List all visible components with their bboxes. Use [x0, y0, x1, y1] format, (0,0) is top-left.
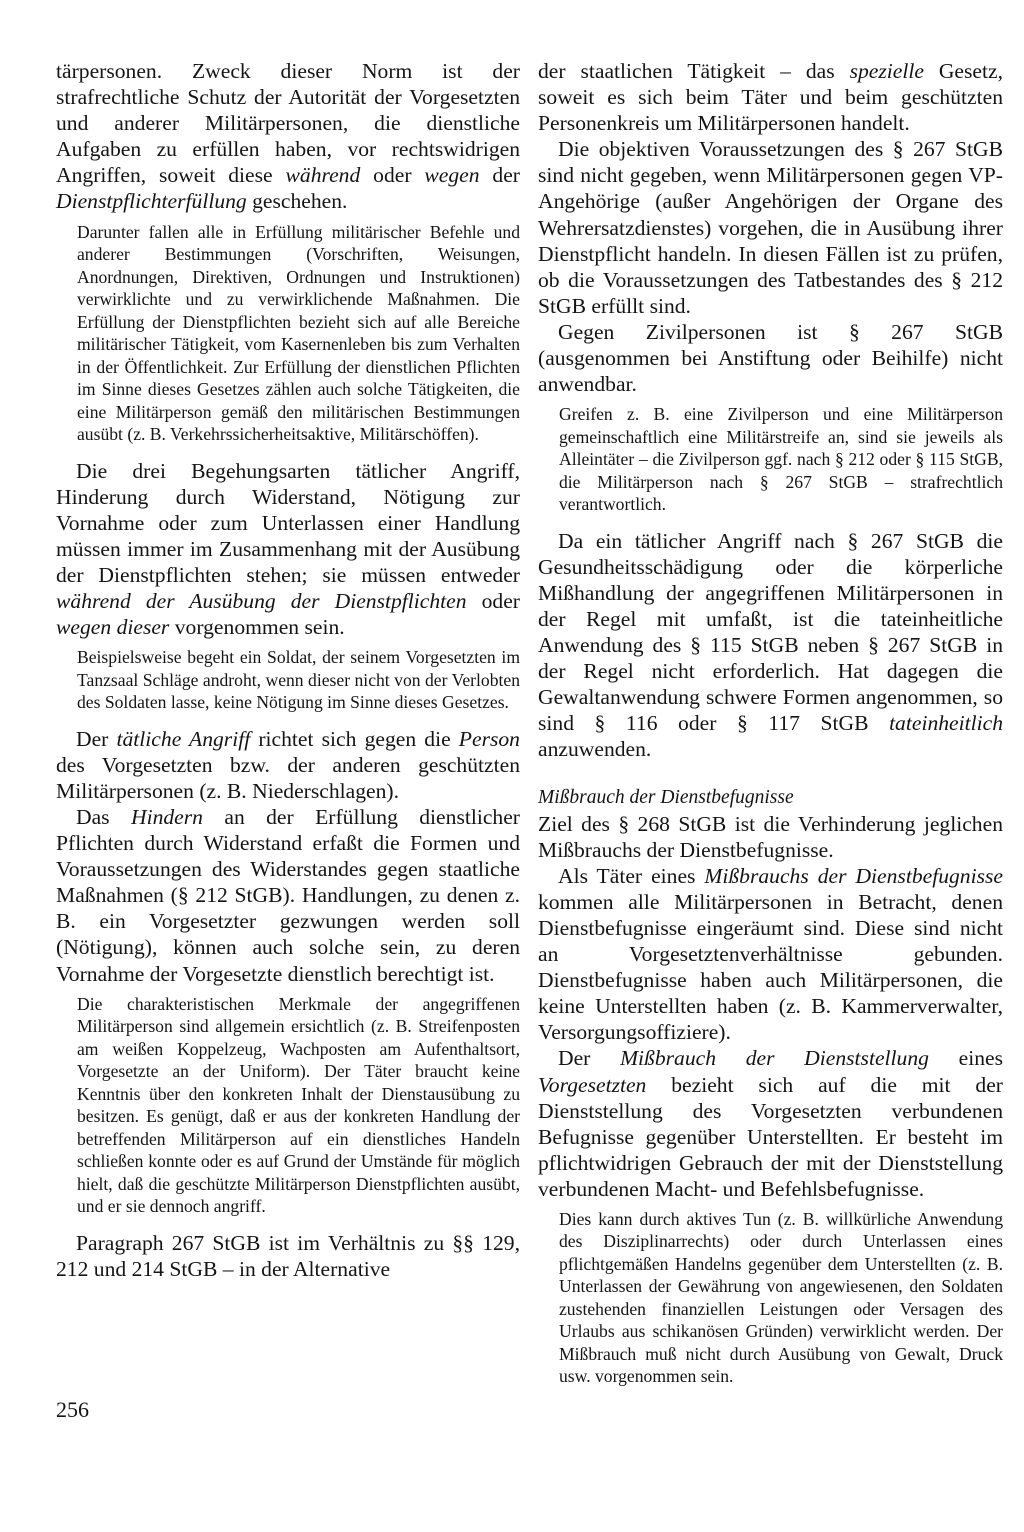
paragraph [538, 58, 1003, 136]
paragraph [538, 528, 1003, 763]
text-run: anzuwenden. [538, 737, 652, 762]
emphasis: tätliche Angriff [116, 726, 251, 751]
emphasis: Vorgesetzten [538, 1072, 647, 1097]
page-number: 256 [56, 1397, 89, 1422]
example-note: Greifen z. B. eine Zivilperson und eine Militärperson gemeinschaftlich eine Militärstreife an, sind sie jeweils als Alleintäter – die Zivilperson ggf. nach § 212 oder § 115 StGB, die Militärperson nach § 267 StGB – strafrechtlich verantwortlich. [559, 404, 1003, 515]
emphasis: wegen [424, 163, 480, 188]
emphasis: Hindern [130, 805, 203, 829]
paragraph: Gegen Zivilpersonen ist § 267 StGB (ausgenommen bei Anstiftung oder Beihilfe) nicht anwendbar. [538, 319, 1003, 397]
emphasis: Mißbrauchs der Dienstbefugnisse [704, 863, 1003, 888]
emphasis: während [285, 163, 361, 188]
example-note: Beispielsweise begeht ein Soldat, der seinem Vorgesetzten im Tanzsaal Schläge androht, wenn dieser nicht von der Verlobten des Soldaten lasse, keine Nötigung im Sinne dieses Gesetzes. [77, 647, 520, 713]
example-note: Darunter fallen alle in Erfüllung militärischer Befehle und anderer Bestimmungen (Vorschriften, Weisungen, Anordnungen, Direktiven, Ordnungen und Instruktionen) verwirklichte und zu verwirklichende Maßnahmen. Die Erfüllung der Dienstpflichten bezieht sich auf alle Bereiche militärischer Tätigkeit, vom Kasernenleben bis zum Verhalten in der Öffentlichkeit. Zur Erfüllung der dienstlichen Pflichten im Sinne dieses Gesetzes zählen auch solche Tätigkeiten, die eine Militärperson gemäß den militärischen Bestimmungen ausübt (z. B. Verkehrssicherheitsaktive, Militärschöffen). [77, 221, 520, 445]
paragraph [538, 1045, 1003, 1202]
text-run: geschehen. [246, 189, 348, 214]
emphasis: wegen dieser [56, 615, 170, 640]
paragraph: Die objektiven Voraussetzungen des § 267 StGB sind nicht gegeben, wenn Militärpersonen gegen VP-Angehörige (außer Angehörigen der Organe des Wehrersatzdienstes) vorgehen, die in Ausübung ihrer Dienstpflicht handeln. In diesen Fällen ist zu prüfen, ob die Voraussetzungen des Tatbestandes des § 212 StGB erfüllt sind. [538, 137, 1003, 318]
emphasis: Mißbrauch der Dienststellung [620, 1046, 929, 1071]
paragraph [56, 804, 520, 987]
text-run: Als Täter eines [558, 863, 705, 888]
paragraph [56, 458, 520, 641]
emphasis: Person [458, 726, 520, 751]
paragraph: Paragraph 267 StGB ist im Verhältnis zu §§ 129, 212 und 214 StGB – in der Alternative [56, 1230, 520, 1281]
text-run: richtet sich gegen die [250, 726, 459, 751]
example-note: Dies kann durch aktives Tun (z. B. willkürliche Anwendung des Disziplinarrechts) oder durch Unterlassen eines pflichtgemäßen Handelns gegenüber dem Unterstellten (z. B. Unterlassen der Gewährung von angewiesenen, den Soldaten zustehenden finanziellen Leistungen oder Versagen des Urlaubs aus schikanösen Gründen) verwirklicht werden. Der Mißbrauch muß nicht durch Ausübung von Gewalt, Druck usw. vorgenommen sein. [559, 1208, 1003, 1387]
text-run: eines [928, 1046, 1003, 1071]
text-run: tärpersonen. Zweck dieser Norm ist der strafrechtliche Schutz der Autorität der Vorgesetzten und anderer Militärpersonen, die dienstliche Aufgaben zu erfüllen haben, vor rechtswidrigen Angriffen, soweit diese [56, 59, 520, 188]
text-run: Da ein tätlicher Angriff nach § 267 StGB die Gesundheitsschädigung oder die körperliche Mißhandlung der angegriffenen Militärpersonen in der Regel mit umfaßt, ist die tateinheitliche Anwendung des § 115 StGB neben § 267 StGB in der Regel nicht erforderlich. Hat dagegen die Gewaltanwendung schwere Formen angenommen, so sind § 116 oder § 117 StGB [538, 528, 1003, 736]
left-column [56, 58, 520, 1282]
text-run: an der Erfüllung dienstlicher Pflichten durch Widerstand erfaßt die Formen und Voraussetzungen des Widerstandes gegen staatliche Maßnahmen (§ 212 StGB). Handlungen, zu denen z. B. ein Vorgesetzter gezwungen werden soll (Nötigung), können auch solche sein, zu deren Vornahme der Vorgesetzte dienstlich berechtigt ist. [56, 805, 520, 986]
emphasis: tateinheitlich [889, 711, 1003, 736]
paragraph [538, 863, 1003, 1046]
emphasis: spezielle [849, 59, 924, 83]
text-run: kommen alle Militärpersonen in Betracht, denen Dienstbefugnisse eingeräumt sind. Diese sind nicht an Vorgesetztenverhältnisse gebunden. Dienstbefugnisse haben auch Militärpersonen, die keine Unterstellten haben (z. B. Kammerverwalter, Versorgungsoffiziere). [538, 889, 1003, 1045]
emphasis: Dienstpflichterfüllung [56, 189, 247, 214]
paragraph [56, 58, 520, 215]
text-run: bezieht sich auf die mit der Dienststellung des Vorgesetzten verbundenen Befugnisse gegenüber Unterstellten. Er besteht im pflichtwidrigen Gebrauch der mit der Dienststellung verbundenen Macht- und Befehlsbefugnisse. [538, 1072, 1003, 1201]
text-run: Das [76, 805, 131, 829]
text-run: der [479, 163, 520, 188]
text-run: Die drei Begehungsarten tätlicher Angriff, Hinderung durch Widerstand, Nötigung zur Vornahme oder zum Unterlassen einer Handlung müssen immer im Zusammenhang mit der Ausübung der Dienstpflichten stehen; sie müssen entweder [56, 458, 520, 587]
text-run: oder [466, 589, 520, 614]
right-column [538, 58, 1003, 1400]
text-run: Der [76, 726, 117, 751]
text-run: Gesetz, soweit es sich beim Täter und beim geschützten Personenkreis um Militärpersonen handelt. [538, 59, 1003, 136]
text-run: der staatlichen Tätigkeit – das [538, 59, 850, 83]
text-run: Der [558, 1046, 621, 1071]
section-heading: Mißbrauch der Dienstbefugnisse [538, 786, 794, 808]
emphasis: während der Ausübung der Dienstpflichten [56, 589, 467, 614]
example-note: Die charakteristischen Merkmale der angegriffenen Militärperson sind allgemein ersichtlich (z. B. Streifenposten am weißen Koppelzeug, Wachposten am Aufenthaltsort, Vorgesetzte an der Uniform). Der Täter braucht keine Kenntnis über den konkreten Inhalt der Dienstausübung zu besitzen. Es genügt, daß er aus der konkreten Handlung der betreffenden Militärperson auf ein dienstliches Handeln schließen konnte oder es auf Grund der Umstände für möglich hielt, daß die geschützte Militärperson Dienstpflichten ausübt, und er sie dennoch angriff. [77, 993, 520, 1217]
paragraph: Ziel des § 268 StGB ist die Verhinderung jeglichen Mißbrauchs der Dienstbefugnisse. [538, 811, 1003, 862]
text-run: vorgenommen sein. [169, 615, 345, 640]
paragraph [56, 726, 520, 804]
text-run: oder [360, 163, 425, 188]
text-run: des Vorgesetzten bzw. der anderen geschützten Militärpersonen (z. B. Niederschlagen). [56, 752, 520, 803]
